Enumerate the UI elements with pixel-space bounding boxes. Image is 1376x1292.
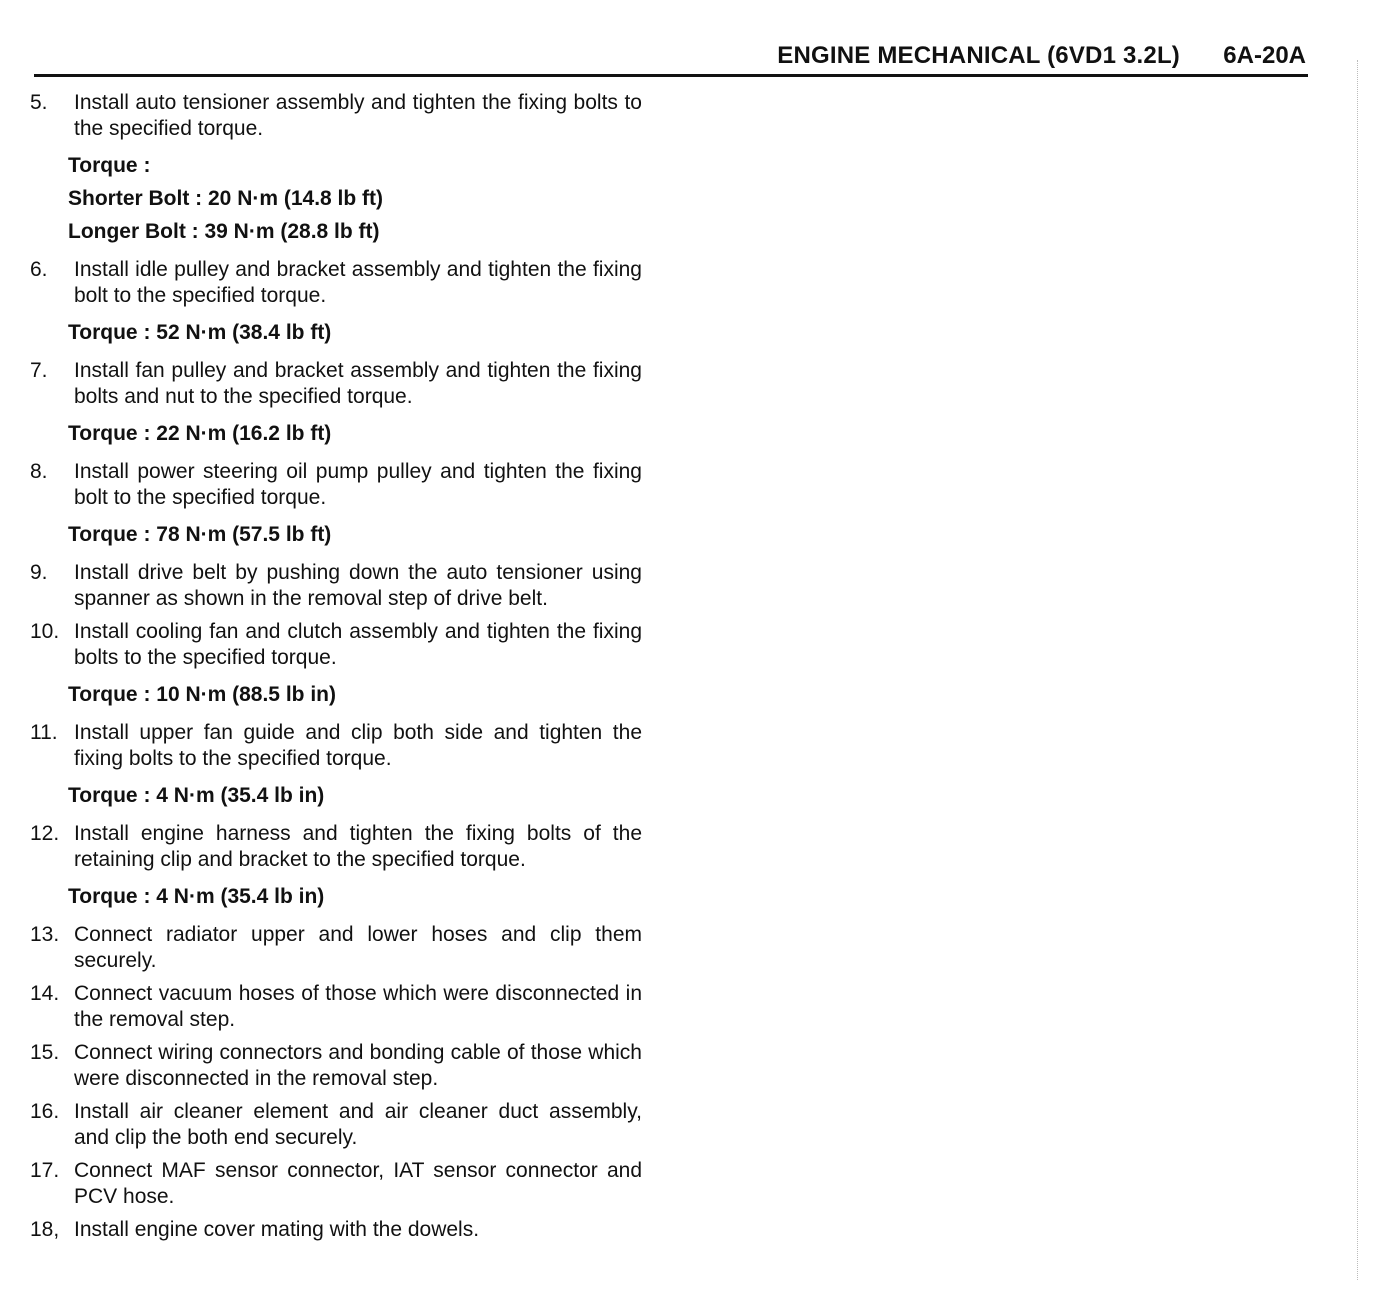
step-number: 5.: [30, 91, 48, 114]
step-text: Install upper fan guide and clip both side and tighten the fixing bolts to the specified torque.: [74, 721, 642, 770]
torque-value: Torque : 4 N·m (35.4 lb in): [68, 784, 325, 807]
step-item: [30, 1158, 642, 1210]
step-number: 10.: [30, 620, 60, 643]
step-text: Connect vacuum hoses of those which were disconnected in the removal step.: [74, 982, 642, 1031]
step-number: 12.: [30, 822, 60, 845]
step-number: 6.: [30, 258, 48, 281]
step-number: 14.: [30, 982, 60, 1005]
step-text: Install auto tensioner assembly and tighten the fixing bolts to the specified torque.: [74, 91, 642, 140]
step-number: 11.: [30, 721, 58, 744]
step-number: 13.: [30, 923, 60, 946]
torque-spec: [30, 779, 642, 812]
step-item: [30, 1099, 642, 1151]
procedure-column: [30, 90, 642, 1250]
torque-spec: [30, 880, 642, 913]
step-number: 17.: [30, 1159, 60, 1182]
step-text: Install air cleaner element and air cleaner duct assembly, and clip the both end securely.: [74, 1100, 642, 1149]
step-item: [30, 1217, 642, 1243]
step-item: [30, 1040, 642, 1092]
step-number: 16.: [30, 1100, 60, 1123]
step-text: Install idle pulley and bracket assembly and tighten the fixing bolt to the specified torque.: [74, 258, 642, 307]
torque-spec: [30, 417, 642, 450]
step-text: Install drive belt by pushing down the auto tensioner using spanner as shown in the removal step of drive belt.: [74, 561, 642, 610]
step-text: Install fan pulley and bracket assembly and tighten the fixing bolts and nut to the specified torque.: [74, 359, 642, 408]
step-item: [30, 358, 642, 410]
step-item: [30, 720, 642, 772]
step-text: Connect radiator upper and lower hoses and clip them securely.: [74, 923, 642, 972]
step-item: [30, 560, 642, 612]
torque-spec: [30, 316, 642, 349]
step-text: Install engine cover mating with the dowels.: [74, 1218, 480, 1241]
page-number: 6A-20A: [1223, 42, 1306, 69]
step-text: Install cooling fan and clutch assembly and tighten the fixing bolts to the specified torque.: [74, 620, 642, 669]
torque-longer-bolt: Longer Bolt : 39 N·m (28.8 lb ft): [68, 220, 380, 243]
page-edge-marks: [1355, 60, 1358, 1280]
step-number: 7.: [30, 359, 48, 382]
step-text: Install power steering oil pump pulley and tighten the fixing bolt to the specified torque.: [74, 460, 642, 509]
step-item: [30, 459, 642, 511]
torque-value: Torque : 78 N·m (57.5 lb ft): [68, 523, 332, 546]
step-text: Install engine harness and tighten the fixing bolts of the retaining clip and bracket to the specified torque.: [74, 822, 642, 871]
torque-label: Torque :: [68, 154, 151, 177]
torque-spec: [30, 149, 642, 248]
torque-value: Torque : 4 N·m (35.4 lb in): [68, 885, 325, 908]
torque-spec: [30, 518, 642, 551]
torque-value: Torque : 52 N·m (38.4 lb ft): [68, 321, 332, 344]
section-title: ENGINE MECHANICAL (6VD1 3.2L): [777, 42, 1180, 69]
step-item: [30, 619, 642, 671]
torque-spec: [30, 678, 642, 711]
step-number: 8.: [30, 460, 48, 483]
step-item: [30, 90, 642, 142]
step-item: [30, 821, 642, 873]
step-text: Connect wiring connectors and bonding cable of those which were disconnected in the removal step.: [74, 1041, 642, 1090]
torque-value: Torque : 22 N·m (16.2 lb ft): [68, 422, 332, 445]
step-item: [30, 922, 642, 974]
step-number: 15.: [30, 1041, 60, 1064]
step-item: [30, 981, 642, 1033]
step-number: 18,: [30, 1218, 60, 1241]
step-number: 9.: [30, 561, 48, 584]
torque-value: Torque : 10 N·m (88.5 lb in): [68, 683, 336, 706]
page-header: [34, 40, 1308, 77]
torque-shorter-bolt: Shorter Bolt : 20 N·m (14.8 lb ft): [68, 187, 384, 210]
step-item: [30, 257, 642, 309]
step-text: Connect MAF sensor connector, IAT sensor connector and PCV hose.: [74, 1159, 642, 1208]
